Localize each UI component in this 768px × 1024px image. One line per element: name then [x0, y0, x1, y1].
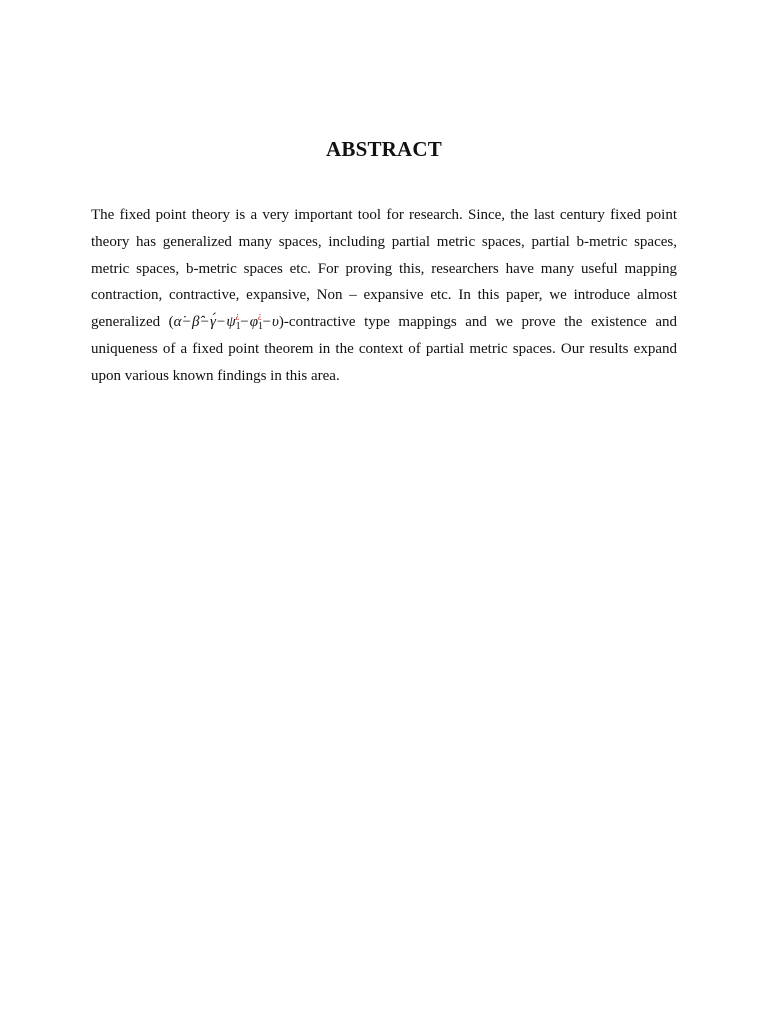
formula-gamma: γ́	[209, 314, 216, 331]
abstract-text-part-2: )-contractive type mappings and we prove the existence and uniqueness of a fixed point theorem in the context of partial metric spaces. Our results expand upon various known findings in this area.	[91, 314, 677, 384]
abstract-paragraph	[91, 202, 677, 390]
formula-beta: β̂	[191, 314, 200, 331]
formula-phi-subscript: 1	[258, 321, 263, 333]
formula-phi-marker: ¿	[258, 311, 262, 321]
formula-psi: ψ	[226, 314, 236, 331]
formula-phi: φ	[249, 314, 258, 331]
abstract-text-part-1: The fixed point theory is a very important tool for research. Since, the last century fixed point theory has generalized many spaces, including partial metric spaces, partial b-metric spaces, metric spaces, b-metric spaces etc. For proving this, researchers have many useful mapping contraction, contractive, expansive, Non – expansive etc. In this paper, we introduce almost generalized (	[91, 207, 677, 331]
abstract-heading: ABSTRACT	[326, 137, 442, 161]
formula-operator-1: −	[182, 314, 191, 331]
formula-operator-2: −	[200, 314, 209, 331]
formula-operator-4: −	[240, 314, 249, 331]
contraction-formula	[173, 311, 279, 333]
formula-operator-5: −	[262, 314, 272, 331]
formula-upsilon: υ	[272, 314, 279, 331]
formula-alpha: α̇	[173, 314, 182, 331]
formula-operator-3: −	[216, 314, 226, 331]
formula-psi-subscript: 1	[235, 321, 241, 333]
formula-psi-marker: ¿	[235, 311, 240, 321]
